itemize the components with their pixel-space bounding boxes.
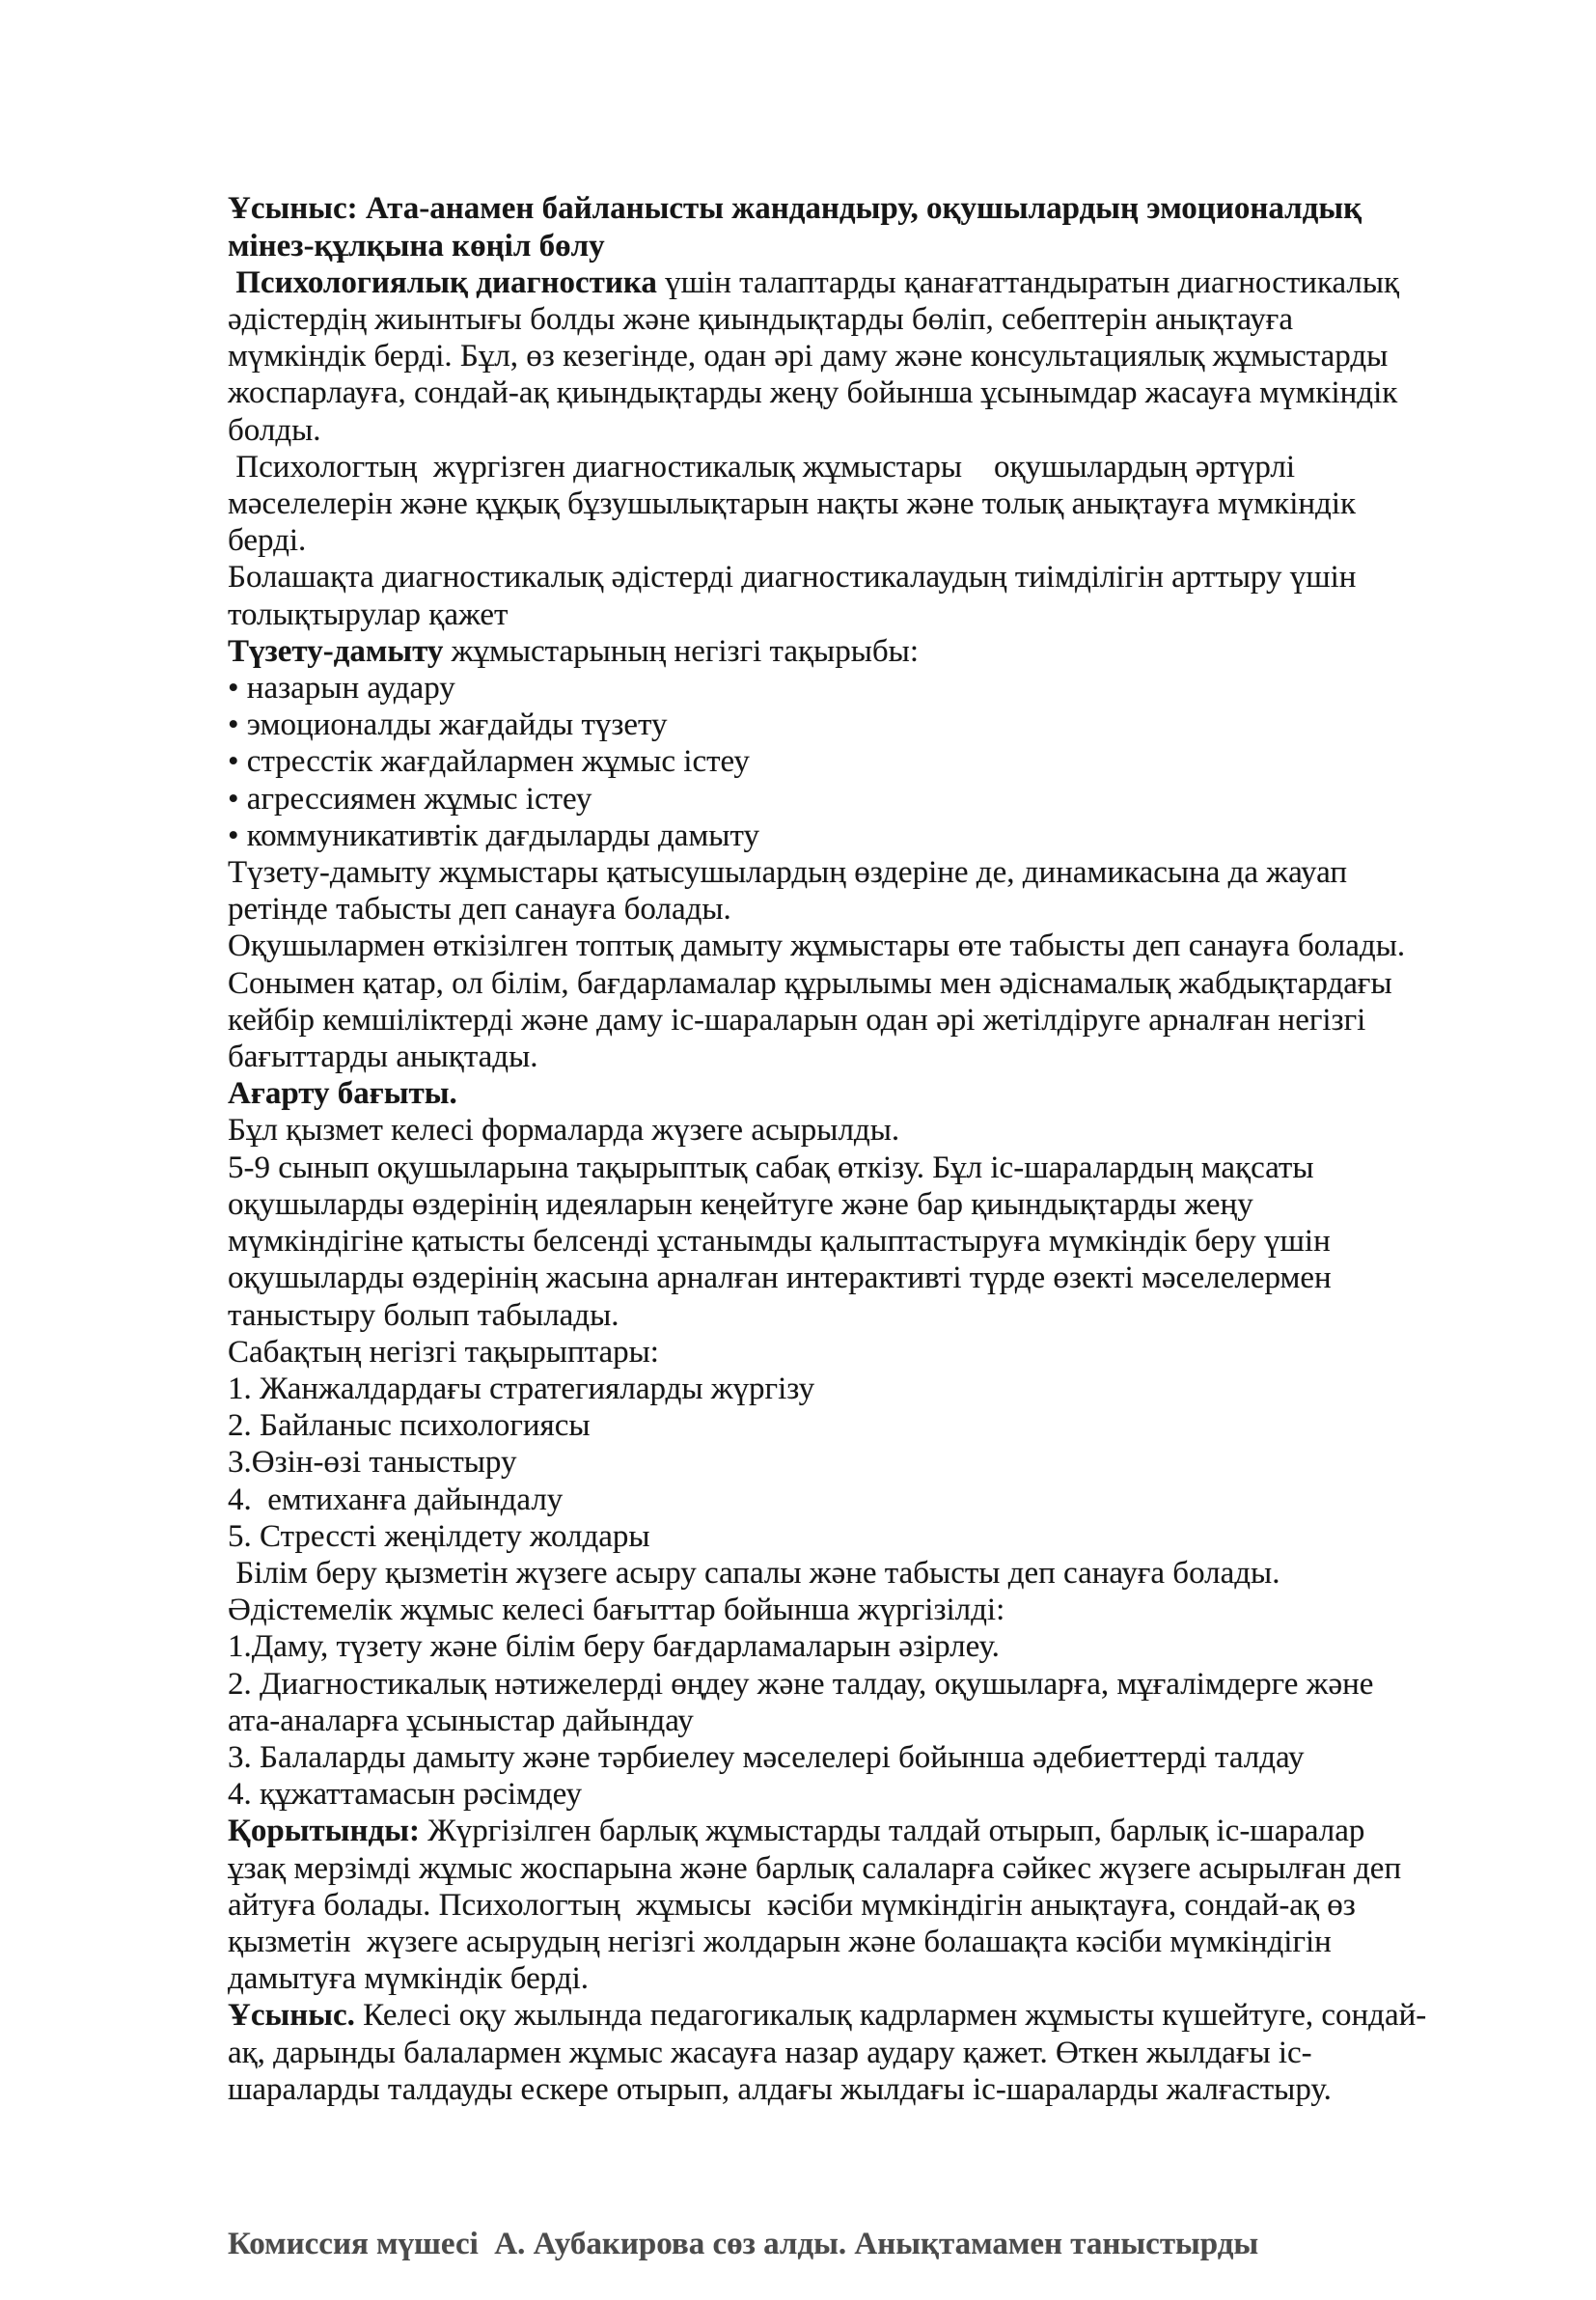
document-line (228, 1482, 1482, 1518)
bold-text-segment: мінез-құлқына көңіл бөлу (228, 228, 605, 263)
document-line (228, 1444, 1482, 1481)
document-line (228, 559, 1482, 596)
document-line (228, 1150, 1482, 1186)
text-segment: бағыттарды анықтады. (228, 1039, 538, 1075)
text-segment: 1. Жанжалдардағы стратегияларды жүргізу (228, 1371, 815, 1406)
document-line (228, 1813, 1482, 1849)
text-segment: оқушыларды өздерінің жасына арналған интерактивті түрде өзекті мәселелермен (228, 1261, 1332, 1296)
text-segment: 3.Өзін-өзі таныстыру (228, 1445, 517, 1481)
text-segment: • агрессиямен жұмыс істеу (228, 781, 592, 817)
text-segment: Білім беру қызметін жүзеге асыру сапалы және табысты деп санауға болады. (228, 1555, 1280, 1591)
document-line (228, 1997, 1482, 2034)
document-line (228, 190, 1482, 227)
document-line (228, 522, 1482, 559)
document-line (228, 854, 1482, 891)
document-line (228, 670, 1482, 707)
text-segment: 1.Даму, түзету және білім беру бағдарламаларын әзірлеу. (228, 1629, 1000, 1665)
document-line (228, 965, 1482, 1002)
signature-line: Комиссия мүшесі А. Аубакирова сөз алды. Анықтамамен таныстырды (228, 2227, 1259, 2262)
text-segment: үшін талаптарды қанағаттандыратын диагностикалық (656, 264, 1400, 300)
text-segment: Жүргізілген барлық жұмыстарды талдай отырып, барлық іс-шаралар (419, 1814, 1365, 1849)
text-segment: 4. құжаттамасын рәсімдеу (228, 1777, 583, 1813)
bold-text-segment: Ұсыныс. (228, 1998, 355, 2034)
document-line (228, 1297, 1482, 1334)
document-line (228, 1776, 1482, 1813)
text-segment: Оқушылармен өткізілген топтық дамыту жұмыстары өте табысты деп санауға болады. (228, 928, 1406, 964)
document-line (228, 633, 1482, 670)
document-line (228, 301, 1482, 338)
text-segment: жұмыстарының негізгі тақырыбы: (443, 633, 920, 669)
document-line (228, 1260, 1482, 1296)
document-line (228, 1002, 1482, 1039)
bold-text-segment: Түзету-дамыту (228, 633, 444, 669)
text-segment: Бұл қызмет келесі формаларда жүзеге асырылды. (228, 1113, 900, 1149)
text-segment: Сабақтың негізгі тақырыптары: (228, 1334, 659, 1370)
bold-text-segment: Психологиялық диагностика (228, 264, 657, 300)
text-segment: дамытуға мүмкіндік берді. (228, 1961, 590, 1997)
document-page (228, 117, 1482, 2300)
text-segment: • коммуникативтік дағдыларды дамыту (228, 817, 759, 853)
document-line (228, 707, 1482, 743)
document-line (228, 817, 1482, 854)
document-line (228, 1628, 1482, 1665)
text-segment: 2. Байланыс психологиясы (228, 1408, 591, 1444)
text-segment: Келесі оқу жылында педагогикалық кадрлармен жұмысты күшейтуге, сондай- (354, 1998, 1427, 2034)
text-segment: Әдістемелік жұмыс келесі бағыттар бойынша жүргізілді: (228, 1593, 1005, 1628)
document-line (228, 1703, 1482, 1739)
document-line (228, 1555, 1482, 1592)
document-line (228, 891, 1482, 928)
text-segment: айтуға болады. Психологтың жұмысы кәсіби мүмкіндігін анықтауға, сондай-ақ өз (228, 1887, 1356, 1923)
text-segment: мәселелерін және құқық бұзушылықтарын нақты және толық анықтауға мүмкіндік (228, 486, 1357, 522)
document-line (228, 1924, 1482, 1960)
document-line (228, 228, 1482, 264)
text-segment: Сонымен қатар, ол білім, бағдарламалар құрылымы мен әдіснамалық жабдықтардағы (228, 965, 1392, 1001)
text-segment: Болашақта диагностикалық әдістерді диагностикалаудың тиімділігін арттыру үшін (228, 560, 1357, 596)
text-segment: 4. емтиханға дайындалу (228, 1482, 564, 1517)
text-segment: әдістердің жиынтығы болды және қиындықтарды бөліп, себептерін анықтауға (228, 302, 1293, 338)
document-body (228, 190, 1482, 2108)
text-segment: шараларды талдауды ескере отырып, алдағы жылдағы іс-шараларды жалғастыру. (228, 2071, 1332, 2107)
text-segment: Психологтың жүргізген диагностикалық жұмыстары оқушылардың әртүрлі (228, 449, 1296, 485)
document-line (228, 928, 1482, 964)
text-segment: ұзақ мерзімді жұмыс жоспарына және барлық салаларға сәйкес жүзеге асырылған деп (228, 1850, 1402, 1886)
document-line (228, 1075, 1482, 1112)
text-segment: • назарын аудару (228, 671, 455, 707)
text-segment: 2. Диагностикалық нәтижелерді өңдеу және талдау, оқушыларға, мұғалімдерге және (228, 1666, 1374, 1702)
text-segment: • эмоционалды жағдайды түзету (228, 707, 668, 743)
text-segment: берді. (228, 523, 307, 559)
text-segment: ретінде табысты деп санауға болады. (228, 892, 731, 928)
document-line (228, 449, 1482, 485)
document-line (228, 485, 1482, 522)
document-line (228, 1592, 1482, 1628)
text-segment: мүмкіндік берді. Бұл, өз кезегінде, одан әрі даму және консультациялық жұмыстарды (228, 339, 1389, 374)
document-line (228, 412, 1482, 449)
document-line (228, 2035, 1482, 2071)
text-segment: мүмкіндігіне қатысты белсенді ұстанымды қалыптастыруға мүмкіндік беру үшін (228, 1224, 1331, 1260)
text-segment: оқушыларды өздерінің идеяларын кеңейтуге және бар қиындықтарды жеңу (228, 1186, 1253, 1222)
document-line (228, 743, 1482, 780)
text-segment: ақ, дарынды балалармен жұмыс жасауға назар аудару қажет. Өткен жылдағы іс- (228, 2035, 1312, 2070)
document-line (228, 1371, 1482, 1407)
text-segment: таныстыру болып табылады. (228, 1297, 619, 1333)
text-segment: • стресстік жағдайлармен жұмыс істеу (228, 744, 750, 780)
text-segment: болды. (228, 412, 321, 448)
document-line (228, 1407, 1482, 1444)
text-segment: жоспарлауға, сондай-ақ қиындықтарды жеңу бойынша ұсынымдар жасауға мүмкіндік (228, 375, 1398, 411)
document-line (228, 1039, 1482, 1075)
document-line (228, 1666, 1482, 1703)
document-line (228, 1850, 1482, 1887)
text-segment: Түзету-дамыту жұмыстары қатысушылардың өздеріне де, динамикасына да жауап (228, 855, 1347, 891)
document-line (228, 2071, 1482, 2108)
bold-text-segment: Ағарту бағыты. (228, 1076, 457, 1112)
document-line (228, 1739, 1482, 1776)
bold-text-segment: Қорытынды: (228, 1814, 420, 1849)
document-line (228, 264, 1482, 301)
document-line (228, 1960, 1482, 1997)
document-line (228, 374, 1482, 411)
document-line (228, 1112, 1482, 1149)
document-line (228, 1223, 1482, 1260)
document-line (228, 1334, 1482, 1371)
text-segment: қызметін жүзеге асырудың негізгі жолдарын және болашақта кәсіби мүмкіндігін (228, 1924, 1332, 1959)
text-segment: 5. Стрессті жеңілдету жолдары (228, 1518, 650, 1554)
text-segment: 3. Балаларды дамыту және тәрбиелеу мәселелері бойынша әдебиеттерді талдау (228, 1739, 1305, 1775)
document-line (228, 1887, 1482, 1924)
document-line (228, 781, 1482, 817)
text-segment: ата-аналарға ұсыныстар дайындау (228, 1703, 694, 1738)
text-segment: 5-9 сынып оқушыларына тақырыптық сабақ өткізу. Бұл іс-шаралардың мақсаты (228, 1150, 1314, 1185)
bold-text-segment: Ұсыныс: Ата-анамен байланысты жандандыру, оқушылардың эмоционалдық (228, 191, 1362, 227)
document-line (228, 1186, 1482, 1223)
document-line (228, 338, 1482, 374)
text-segment: толықтырулар қажет (228, 596, 509, 632)
document-line (228, 1518, 1482, 1555)
text-segment: кейбір кемшіліктерді және даму іс-шараларын одан әрі жетілдіруге арналған негізгі (228, 1002, 1366, 1038)
document-line (228, 596, 1482, 633)
